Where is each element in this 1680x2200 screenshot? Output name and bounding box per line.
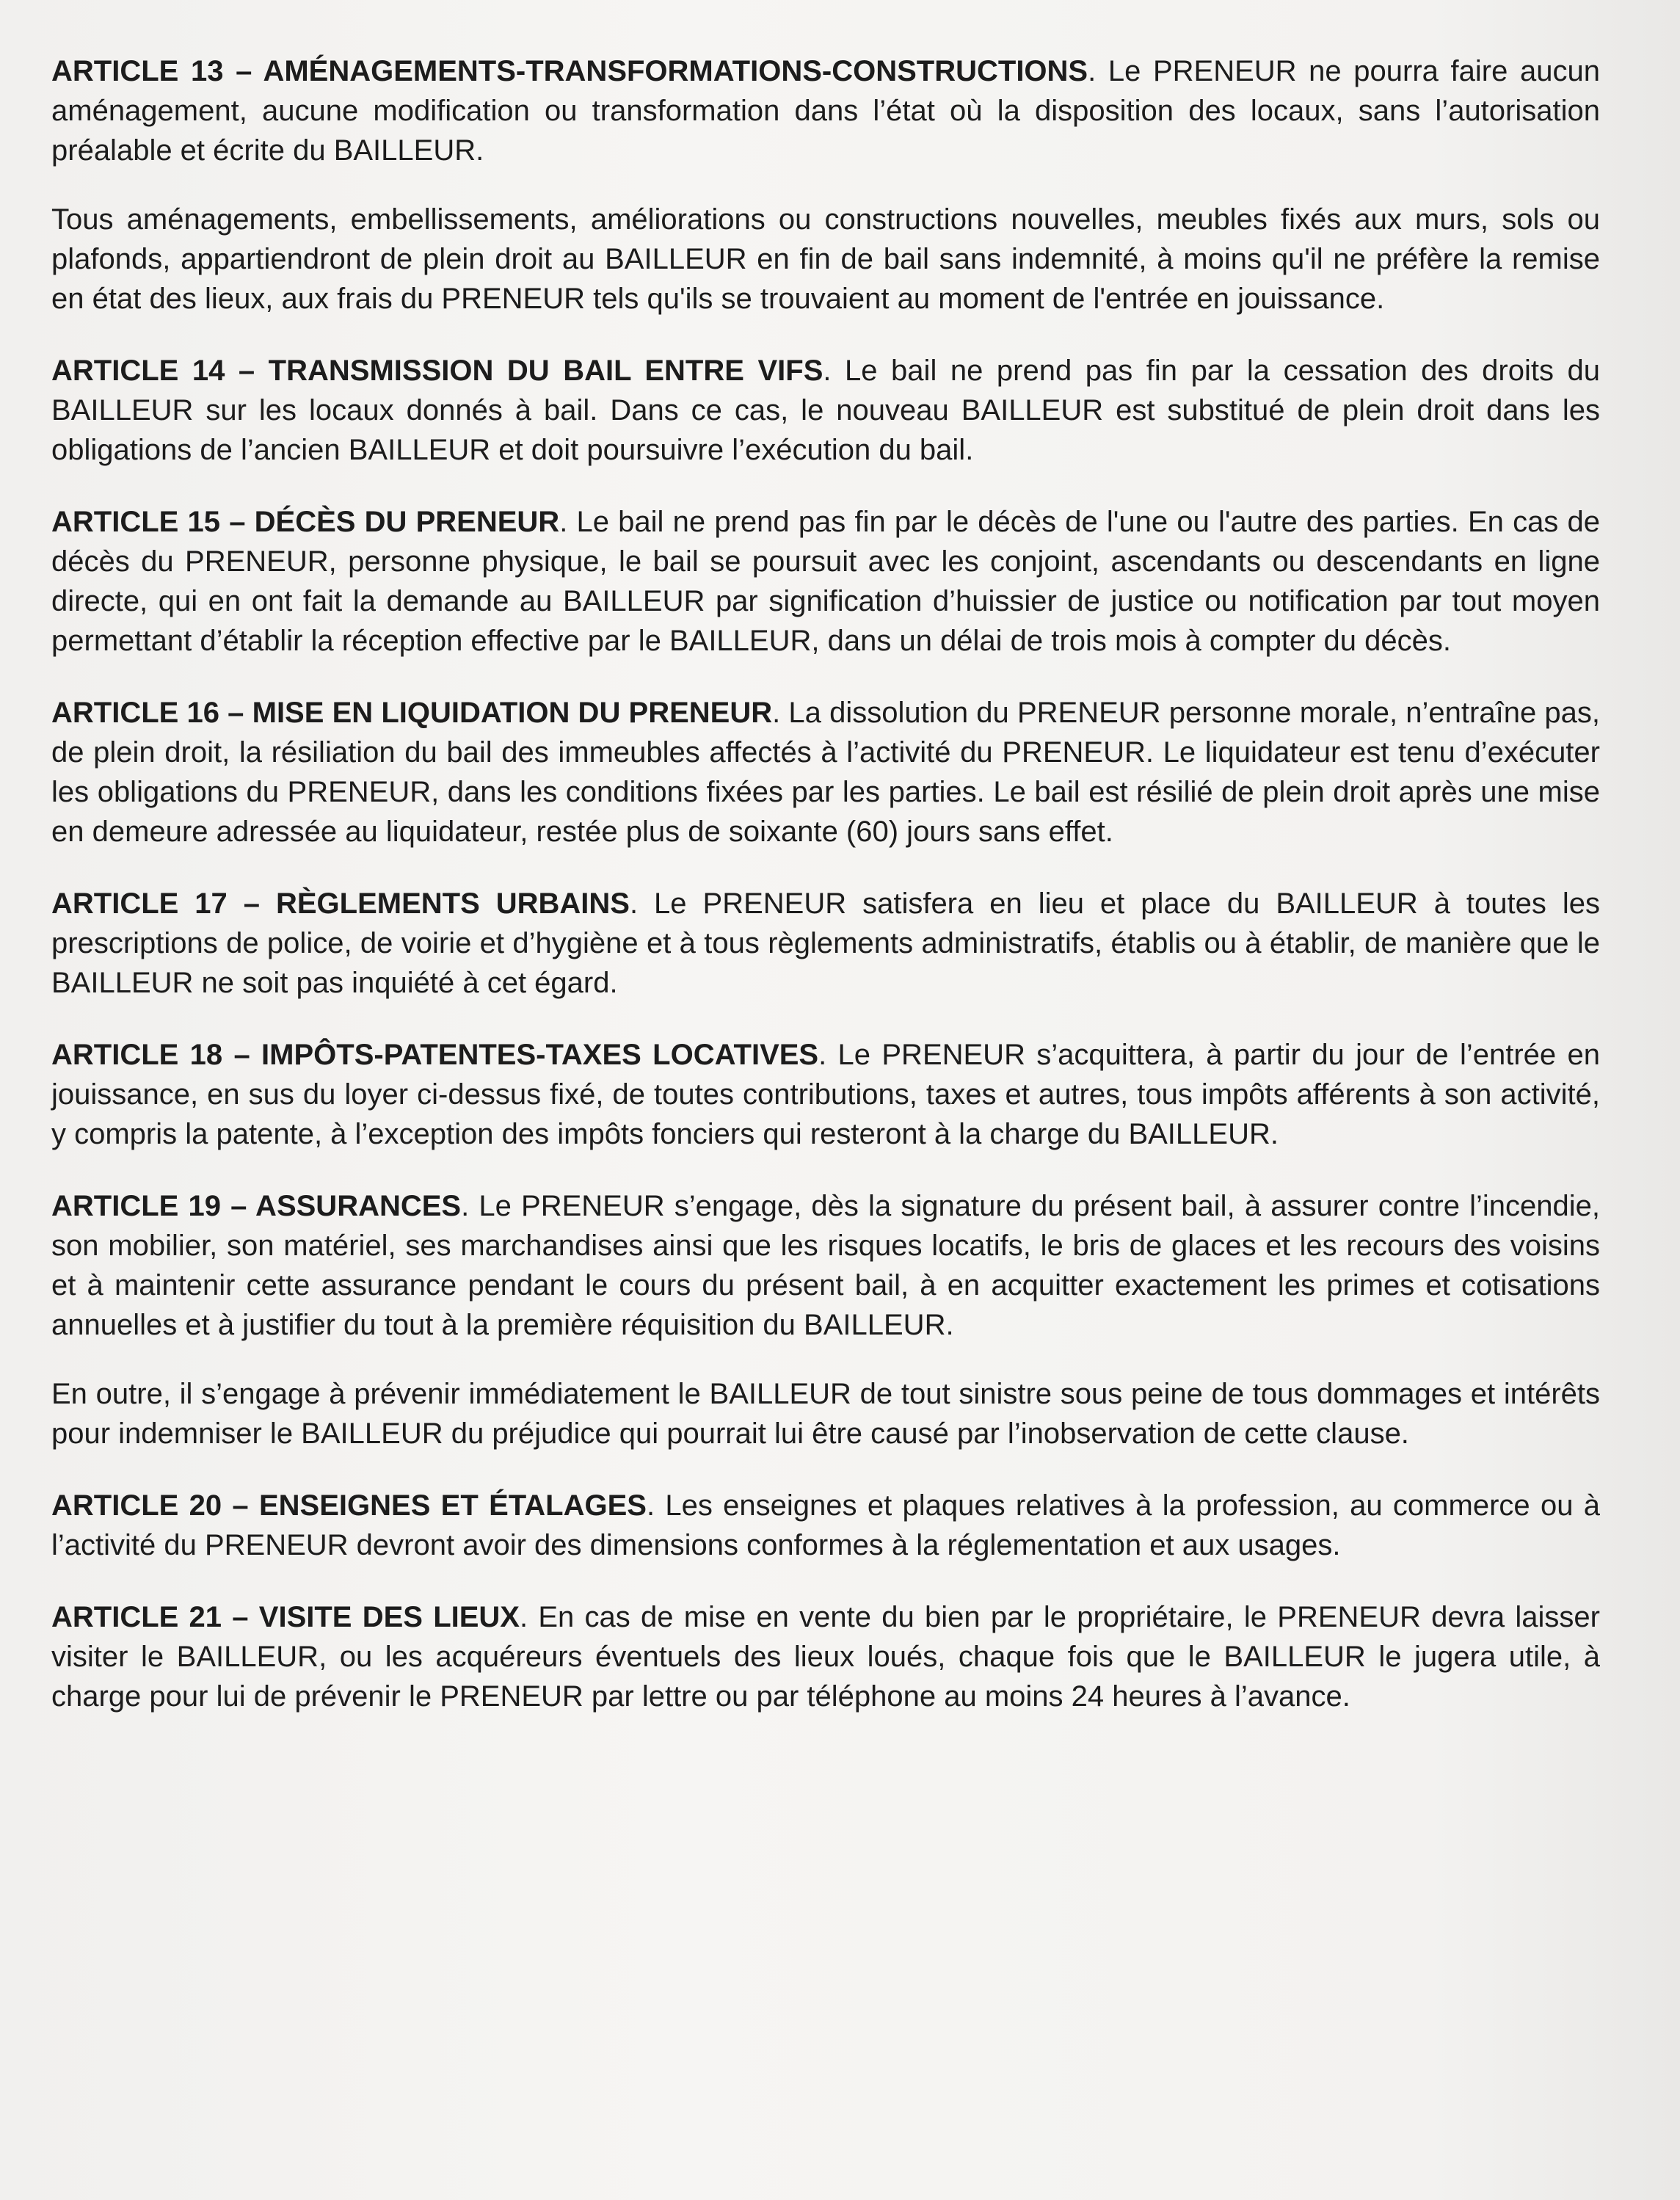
article-21-text: . En cas de mise en vente du bien par le propriétaire, le PRENEUR devra laisser visiter le BAILLEUR, ou les acquéreurs éventuels des lieux loués, chaque fois que le BAILLEUR le jugera utile, à charge pour lui de prévenir le PRENEUR par lettre ou par téléphone au moins 24 heures à l’avance. bbox=[51, 1601, 1600, 1713]
article-19-heading: ARTICLE 19 – ASSURANCES bbox=[51, 1190, 462, 1222]
article-17 bbox=[51, 884, 1600, 1003]
article-16-text: . La dissolution du PRENEUR personne morale, n’entraîne pas, de plein droit, la résiliation du bail des immeubles affectés à l’activité du PRENEUR. Le liquidateur est tenu d’exécuter les obligations du PRENEUR, dans les conditions fixées par les parties. Le bail est résilié de plein droit après une mise en demeure adressée au liquidateur, restée plus de soixante (60) jours sans effet. bbox=[51, 697, 1600, 848]
article-14-text: . Le bail ne prend pas fin par la cessation des droits du BAILLEUR sur les locaux donnés à bail. Dans ce cas, le nouveau BAILLEUR est substitué de plein droit dans les obligations de l’ancien BAILLEUR et doit poursuivre l’exécution du bail. bbox=[51, 355, 1600, 466]
article-19-paragraph bbox=[51, 1186, 1600, 1345]
article-21 bbox=[51, 1597, 1600, 1716]
article-21-heading: ARTICLE 21 – VISITE DES LIEUX bbox=[51, 1601, 520, 1633]
article-15-heading: ARTICLE 15 – DÉCÈS DU PRENEUR bbox=[51, 506, 560, 538]
article-13 bbox=[51, 51, 1600, 319]
article-19-extra: En outre, il s’engage à prévenir immédiatement le BAILLEUR de tout sinistre sous peine de tous dommages et intérêts pour indemniser le BAILLEUR du préjudice qui pourrait lui être causé par l’inobservation de cette clause. bbox=[51, 1378, 1600, 1450]
article-16-paragraph bbox=[51, 693, 1600, 852]
article-18-text: . Le PRENEUR s’acquittera, à partir du jour de l’entrée en jouissance, en sus du loyer ci-dessus fixé, de toutes contributions, taxes et autres, tous impôts afférents à son activité, y compris la patente, à l’exception des impôts fonciers qui resteront à la charge du BAILLEUR. bbox=[51, 1039, 1600, 1150]
article-15 bbox=[51, 502, 1600, 661]
article-17-heading: ARTICLE 17 – RÈGLEMENTS URBAINS bbox=[51, 887, 630, 920]
article-20 bbox=[51, 1486, 1600, 1565]
article-20-paragraph bbox=[51, 1486, 1600, 1565]
article-14-paragraph bbox=[51, 351, 1600, 470]
article-17-text: . Le PRENEUR satisfera en lieu et place du BAILLEUR à toutes les prescriptions de police, de voirie et d’hygiène et à tous règlements administratifs, établis ou à établir, de manière que le BAILLEUR ne soit pas inquiété à cet égard. bbox=[51, 887, 1600, 999]
article-16-heading: ARTICLE 16 – MISE EN LIQUIDATION DU PRENEUR bbox=[51, 697, 773, 729]
article-18-heading: ARTICLE 18 – IMPÔTS-PATENTES-TAXES LOCATIVES bbox=[51, 1039, 819, 1071]
article-20-heading: ARTICLE 20 – ENSEIGNES ET ÉTALAGES bbox=[51, 1489, 647, 1522]
article-15-text: . Le bail ne prend pas fin par le décès de l'une ou l'autre des parties. En cas de décès du PRENEUR, personne physique, le bail se poursuit avec les conjoint, ascendants ou descendants en ligne directe, qui en ont fait la demande au BAILLEUR par signification d’huissier de justice ou notification par tout moyen permettant d’établir la réception effective par le BAILLEUR, dans un délai de trois mois à compter du décès. bbox=[51, 506, 1600, 657]
article-20-text: . Les enseignes et plaques relatives à la profession, au commerce ou à l’activité du PRENEUR devront avoir des dimensions conformes à la réglementation et aux usages. bbox=[51, 1489, 1600, 1561]
article-19-text: . Le PRENEUR s’engage, dès la signature du présent bail, à assurer contre l’incendie, son mobilier, son matériel, ses marchandises ainsi que les risques locatifs, le bris de glaces et les recours des voisins et à maintenir cette assurance pendant le cours du présent bail, à en acquitter exactement les primes et cotisations annuelles et à justifier du tout à la première réquisition du BAILLEUR. bbox=[51, 1190, 1600, 1341]
article-16 bbox=[51, 693, 1600, 852]
article-13-extra: Tous aménagements, embellissements, améliorations ou constructions nouvelles, meubles fixés aux murs, sols ou plafonds, appartiendront de plein droit au BAILLEUR en fin de bail sans indemnité, à moins qu'il ne préfère la remise en état des lieux, aux frais du PRENEUR tels qu'ils se trouvaient au moment de l'entrée en jouissance. bbox=[51, 203, 1600, 315]
article-17-paragraph bbox=[51, 884, 1600, 1003]
article-19 bbox=[51, 1186, 1600, 1453]
article-14 bbox=[51, 351, 1600, 470]
article-13-heading: ARTICLE 13 – AMÉNAGEMENTS-TRANSFORMATIONS-CONSTRUCTIONS bbox=[51, 55, 1088, 87]
article-13-paragraph bbox=[51, 51, 1600, 170]
article-14-heading: ARTICLE 14 – TRANSMISSION DU BAIL ENTRE VIFS bbox=[51, 355, 823, 387]
article-13-text: . Le PRENEUR ne pourra faire aucun aménagement, aucune modification ou transformation dans l’état où la disposition des locaux, sans l’autorisation préalable et écrite du BAILLEUR. bbox=[51, 55, 1600, 167]
article-18 bbox=[51, 1035, 1600, 1154]
article-15-paragraph bbox=[51, 502, 1600, 661]
article-21-paragraph bbox=[51, 1597, 1600, 1716]
lease-articles bbox=[51, 51, 1600, 1749]
article-18-paragraph bbox=[51, 1035, 1600, 1154]
